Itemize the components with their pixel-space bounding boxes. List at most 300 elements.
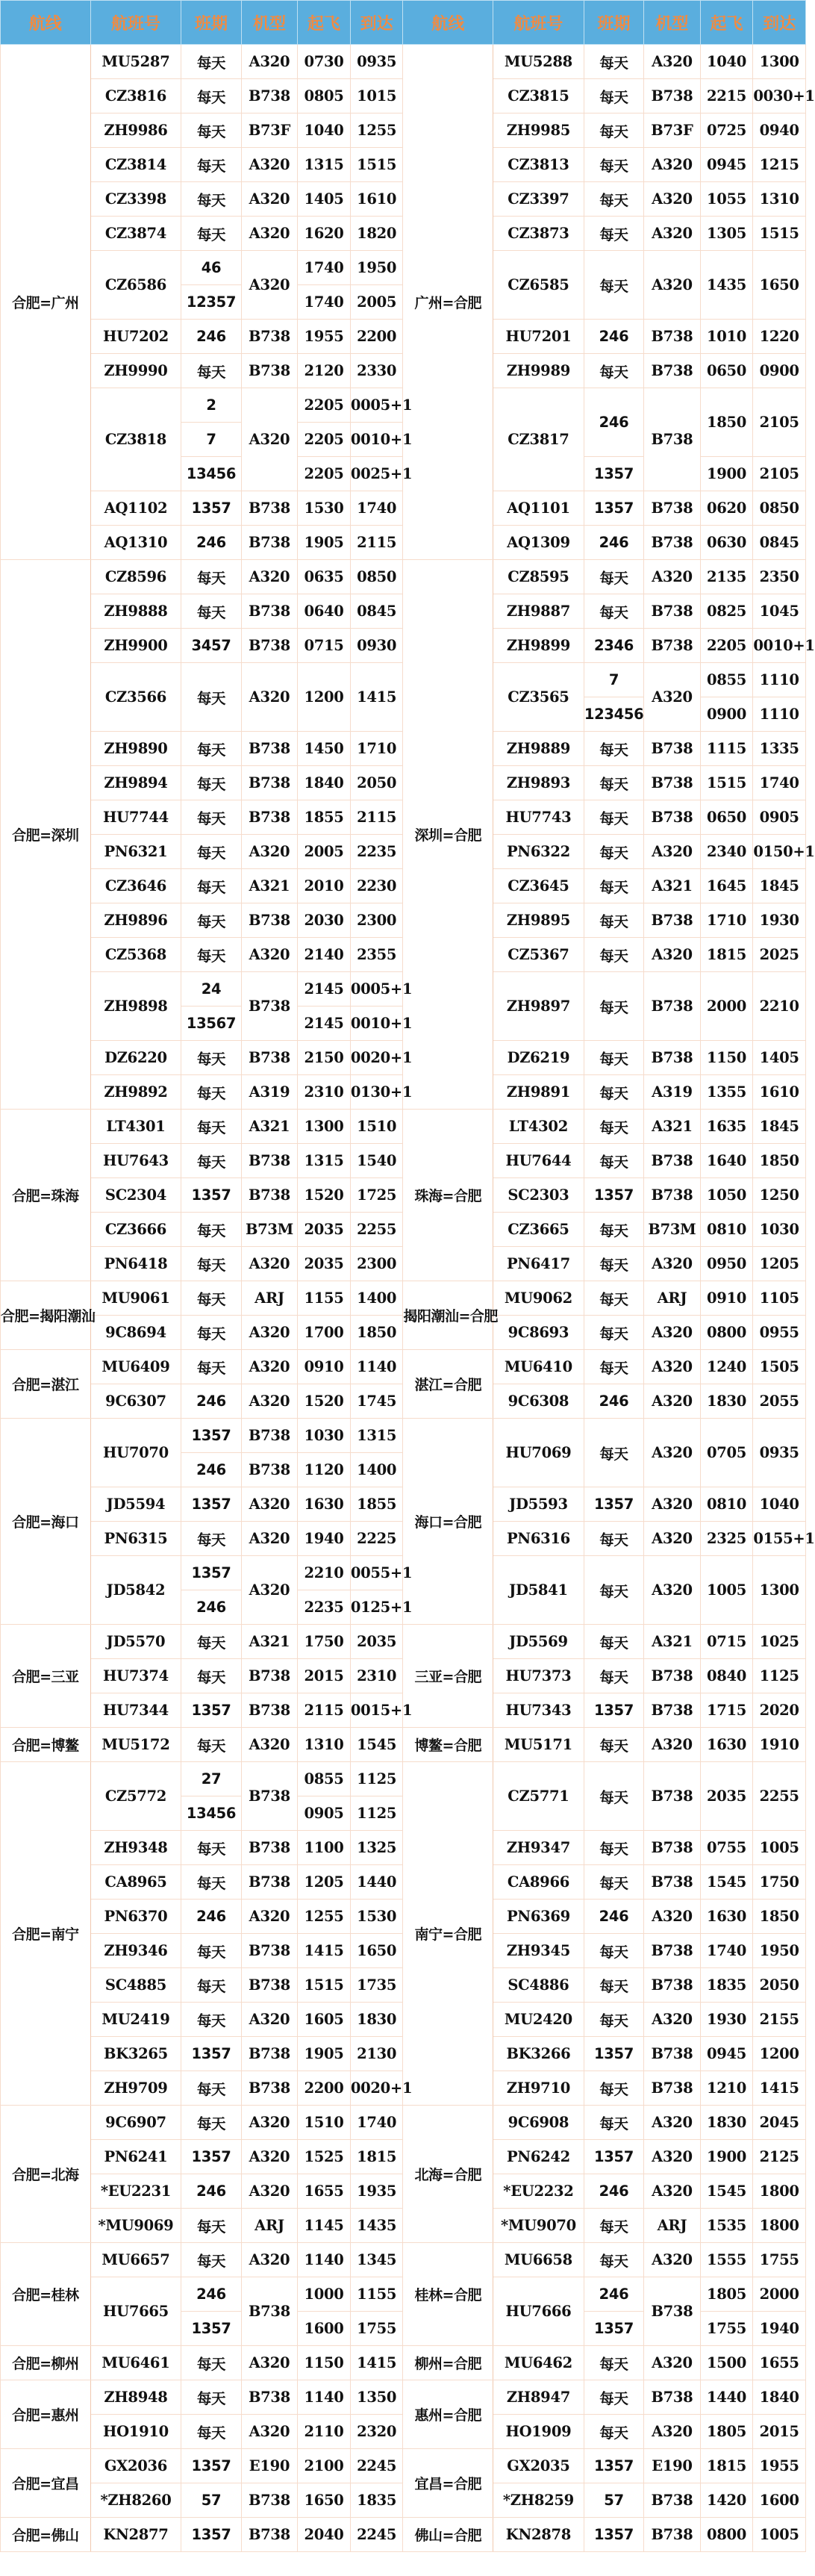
period-back: 1357 (584, 457, 643, 491)
arrival-time-out: 0005+1 (350, 972, 403, 1007)
departure-time-back: 1640 (700, 1144, 753, 1178)
table-row (1, 1625, 806, 1659)
departure-time-out: 1530 (298, 491, 351, 526)
arrival-time-back: 1910 (753, 1728, 806, 1762)
departure-time-out: 1905 (298, 526, 351, 560)
flight-number-out: HU7202 (90, 320, 181, 354)
departure-time-back: 1050 (700, 1178, 753, 1213)
arrival-time-out: 0850 (350, 560, 403, 594)
arrival-time-back: 2210 (753, 972, 806, 1041)
arrival-time-out: 1850 (350, 1316, 403, 1350)
period-out: 每天 (181, 79, 241, 113)
departure-time-out: 1525 (298, 2140, 351, 2174)
departure-time-back: 0855 (700, 663, 753, 697)
arrival-time-out: 1830 (350, 2003, 403, 2037)
arrival-time-out: 2035 (350, 1625, 403, 1659)
period-out: 每天 (181, 217, 241, 251)
arrival-time-back: 1505 (753, 1350, 806, 1384)
aircraft-type-out: A320 (241, 2346, 298, 2380)
period-out: 246 (181, 526, 241, 560)
departure-time-out: 1140 (298, 2243, 351, 2277)
header-arrive-back: 到达 (753, 1, 806, 45)
departure-time-back: 2205 (700, 629, 753, 663)
departure-time-back: 1710 (700, 903, 753, 938)
arrival-time-out: 2245 (350, 2518, 403, 2552)
period-back: 每天 (584, 1075, 643, 1110)
period-out: 每天 (181, 1247, 241, 1281)
aircraft-type-back: A320 (644, 1384, 701, 1419)
flight-number-back: CZ8595 (493, 560, 584, 594)
period-out: 1357 (181, 2312, 241, 2346)
aircraft-type-back: B738 (644, 2277, 701, 2346)
flight-number-back: ZH9347 (493, 1831, 584, 1865)
route-out: 合肥=柳州 (1, 2346, 91, 2380)
period-back: 1357 (584, 2037, 643, 2071)
aircraft-type-out: A320 (241, 182, 298, 217)
departure-time-back: 0810 (700, 1487, 753, 1522)
aircraft-type-back: B738 (644, 903, 701, 938)
arrival-time-out: 1950 (350, 251, 403, 285)
flight-number-back: ZH9895 (493, 903, 584, 938)
period-back: 每天 (584, 2003, 643, 2037)
aircraft-type-out: A320 (241, 388, 298, 491)
flight-number-back: MU6658 (493, 2243, 584, 2277)
flight-number-out: CZ8596 (90, 560, 181, 594)
period-back: 246 (584, 388, 643, 457)
route-out: 合肥=桂林 (1, 2243, 91, 2346)
flight-number-out: CZ3566 (90, 663, 181, 732)
departure-time-out: 1450 (298, 732, 351, 766)
flight-number-back: ZH8947 (493, 2380, 584, 2415)
departure-time-out: 0635 (298, 560, 351, 594)
departure-time-out: 2310 (298, 1075, 351, 1110)
departure-time-out: 2150 (298, 1041, 351, 1075)
departure-time-back: 1115 (700, 732, 753, 766)
period-out: 每天 (181, 2003, 241, 2037)
aircraft-type-out: B738 (241, 526, 298, 560)
arrival-time-back: 0940 (753, 113, 806, 148)
flight-number-out: HO1910 (90, 2415, 181, 2449)
flight-number-back: ZH9887 (493, 594, 584, 629)
flight-number-out: *EU2231 (90, 2174, 181, 2209)
departure-time-back: 0910 (700, 1281, 753, 1316)
flight-number-out: ZH9890 (90, 732, 181, 766)
flight-number-out: CZ5368 (90, 938, 181, 972)
period-back: 每天 (584, 732, 643, 766)
period-out: 1357 (181, 2037, 241, 2071)
table-row (1, 2243, 806, 2277)
period-back: 246 (584, 1900, 643, 1934)
aircraft-type-out: B738 (241, 1693, 298, 1728)
period-out: 27 (181, 1762, 241, 1796)
flight-number-back: 9C6308 (493, 1384, 584, 1419)
arrival-time-out: 0015+1 (350, 1693, 403, 1728)
period-back: 每天 (584, 800, 643, 835)
departure-time-out: 0805 (298, 79, 351, 113)
departure-time-back: 2325 (700, 1522, 753, 1556)
aircraft-type-back: A321 (644, 1625, 701, 1659)
schedule-body (1, 45, 815, 2552)
flight-number-out: AQ1102 (90, 491, 181, 526)
aircraft-type-out: A320 (241, 1487, 298, 1522)
flight-number-back: JD5569 (493, 1625, 584, 1659)
route-out: 合肥=深圳 (1, 560, 91, 1110)
period-out: 13456 (181, 1796, 241, 1831)
arrival-time-back: 2105 (753, 457, 806, 491)
departure-time-out: 0715 (298, 629, 351, 663)
arrival-time-back: 1750 (753, 1865, 806, 1900)
period-back: 每天 (584, 2415, 643, 2449)
departure-time-out: 1000 (298, 2277, 351, 2312)
arrival-time-out: 1350 (350, 2380, 403, 2415)
header-depart-back: 起飞 (700, 1, 753, 45)
table-row (1, 1728, 806, 1762)
period-back: 每天 (584, 2209, 643, 2243)
flight-number-out: CZ6586 (90, 251, 181, 320)
departure-time-back: 1630 (700, 1900, 753, 1934)
departure-time-back: 0630 (700, 526, 753, 560)
flight-number-out: MU2419 (90, 2003, 181, 2037)
aircraft-type-back: A320 (644, 2106, 701, 2140)
departure-time-out: 2010 (298, 869, 351, 903)
period-back: 每天 (584, 1522, 643, 1556)
route-out: 合肥=三亚 (1, 1625, 91, 1728)
aircraft-type-back: B738 (644, 1968, 701, 2003)
departure-time-back: 1040 (700, 45, 753, 79)
route-back: 深圳=合肥 (403, 560, 493, 1110)
period-back: 每天 (584, 354, 643, 388)
flight-number-out: CA8965 (90, 1865, 181, 1900)
arrival-time-out: 1725 (350, 1178, 403, 1213)
departure-time-back: 2135 (700, 560, 753, 594)
table-row (1, 2346, 806, 2380)
period-out: 每天 (181, 800, 241, 835)
arrival-time-out: 1935 (350, 2174, 403, 2209)
flight-number-out: ZH9900 (90, 629, 181, 663)
period-back: 每天 (584, 1762, 643, 1831)
departure-time-out: 1205 (298, 1865, 351, 1900)
departure-time-back: 1555 (700, 2243, 753, 2277)
aircraft-type-out: A321 (241, 869, 298, 903)
flight-number-back: ZH9889 (493, 732, 584, 766)
departure-time-out: 2235 (298, 1590, 351, 1625)
period-out: 246 (181, 1453, 241, 1487)
aircraft-type-back: B738 (644, 629, 701, 663)
period-back: 57 (584, 2483, 643, 2518)
period-back: 每天 (584, 2071, 643, 2106)
period-out: 每天 (181, 938, 241, 972)
arrival-time-back: 2000 (753, 2277, 806, 2312)
flight-number-back: 9C8693 (493, 1316, 584, 1350)
aircraft-type-back: B738 (644, 972, 701, 1041)
flight-number-back: ZH9989 (493, 354, 584, 388)
aircraft-type-out: B738 (241, 491, 298, 526)
departure-time-back: 1930 (700, 2003, 753, 2037)
departure-time-back: 1545 (700, 2174, 753, 2209)
aircraft-type-back: A321 (644, 1110, 701, 1144)
arrival-time-back: 1005 (753, 1831, 806, 1865)
departure-time-out: 1905 (298, 2037, 351, 2071)
arrival-time-back: 2105 (753, 388, 806, 457)
arrival-time-out: 0930 (350, 629, 403, 663)
aircraft-type-out: A320 (241, 1316, 298, 1350)
aircraft-type-back: A320 (644, 251, 701, 320)
arrival-time-back: 1110 (753, 663, 806, 697)
flight-number-out: ZH9896 (90, 903, 181, 938)
departure-time-back: 1830 (700, 1384, 753, 1419)
aircraft-type-back: ARJ (644, 2209, 701, 2243)
departure-time-out: 0730 (298, 45, 351, 79)
period-out: 每天 (181, 1625, 241, 1659)
arrival-time-back: 1610 (753, 1075, 806, 1110)
period-back: 每天 (584, 869, 643, 903)
arrival-time-back: 1105 (753, 1281, 806, 1316)
departure-time-back: 1900 (700, 457, 753, 491)
departure-time-out: 2145 (298, 1007, 351, 1041)
aircraft-type-out: B73M (241, 1213, 298, 1247)
arrival-time-out: 2300 (350, 1247, 403, 1281)
flight-number-out: KN2877 (90, 2518, 181, 2552)
arrival-time-back: 2155 (753, 2003, 806, 2037)
flight-number-back: CZ3665 (493, 1213, 584, 1247)
period-back: 每天 (584, 938, 643, 972)
flight-number-out: ZH8948 (90, 2380, 181, 2415)
arrival-time-out: 2130 (350, 2037, 403, 2071)
route-out: 合肥=佛山 (1, 2518, 91, 2552)
arrival-time-out: 1400 (350, 1281, 403, 1316)
aircraft-type-out: B738 (241, 1831, 298, 1865)
departure-time-back: 0825 (700, 594, 753, 629)
arrival-time-out: 1325 (350, 1831, 403, 1865)
header-flight-back: 航班号 (493, 1, 584, 45)
period-out: 每天 (181, 148, 241, 182)
departure-time-out: 2140 (298, 938, 351, 972)
flight-number-out: ZH9986 (90, 113, 181, 148)
flight-number-out: MU6409 (90, 1350, 181, 1384)
period-back: 1357 (584, 491, 643, 526)
flight-number-out: AQ1310 (90, 526, 181, 560)
arrival-time-back: 0905 (753, 800, 806, 835)
table-row (1, 45, 806, 79)
aircraft-type-back: A320 (644, 1728, 701, 1762)
period-back: 每天 (584, 79, 643, 113)
aircraft-type-back: A320 (644, 2243, 701, 2277)
aircraft-type-back: B738 (644, 1934, 701, 1968)
aircraft-type-back: B738 (644, 2483, 701, 2518)
header-depart-out: 起飞 (298, 1, 351, 45)
aircraft-type-back: A320 (644, 148, 701, 182)
arrival-time-out: 2115 (350, 800, 403, 835)
departure-time-out: 0910 (298, 1350, 351, 1384)
aircraft-type-out: A321 (241, 1110, 298, 1144)
flight-number-back: HU7343 (493, 1693, 584, 1728)
period-out: 246 (181, 2174, 241, 2209)
arrival-time-back: 1200 (753, 2037, 806, 2071)
departure-time-out: 1040 (298, 113, 351, 148)
period-out: 每天 (181, 2415, 241, 2449)
aircraft-type-out: B738 (241, 629, 298, 663)
flight-number-out: MU6657 (90, 2243, 181, 2277)
departure-time-back: 0900 (700, 697, 753, 732)
aircraft-type-back: A320 (644, 1247, 701, 1281)
period-back: 每天 (584, 182, 643, 217)
period-out: 3457 (181, 629, 241, 663)
header-row (1, 1, 806, 45)
flight-number-back: LT4302 (493, 1110, 584, 1144)
arrival-time-back: 1845 (753, 1110, 806, 1144)
aircraft-type-back: B738 (644, 2037, 701, 2071)
flight-number-back: CZ3645 (493, 869, 584, 903)
arrival-time-back: 1850 (753, 1900, 806, 1934)
departure-time-out: 2205 (298, 388, 351, 423)
arrival-time-back: 1310 (753, 182, 806, 217)
departure-time-back: 0945 (700, 148, 753, 182)
departure-time-back: 1805 (700, 2277, 753, 2312)
aircraft-type-out: A320 (241, 217, 298, 251)
arrival-time-out: 1125 (350, 1762, 403, 1796)
flight-number-back: SC2303 (493, 1178, 584, 1213)
period-out: 每天 (181, 2071, 241, 2106)
flight-number-out: LT4301 (90, 1110, 181, 1144)
period-out: 每天 (181, 1041, 241, 1075)
period-back: 1357 (584, 1178, 643, 1213)
period-back: 每天 (584, 1316, 643, 1350)
aircraft-type-back: A320 (644, 2346, 701, 2380)
aircraft-type-back: A320 (644, 938, 701, 972)
flight-number-back: *ZH8259 (493, 2483, 584, 2518)
route-back: 北海=合肥 (403, 2106, 493, 2243)
arrival-time-out: 1745 (350, 1384, 403, 1419)
departure-time-out: 1030 (298, 1419, 351, 1453)
flight-number-back: HU7373 (493, 1659, 584, 1693)
aircraft-type-back: B738 (644, 1041, 701, 1075)
aircraft-type-out: A320 (241, 2174, 298, 2209)
period-back: 每天 (584, 1350, 643, 1384)
header-period-out: 班期 (181, 1, 241, 45)
period-back: 123456 (584, 697, 643, 732)
arrival-time-back: 2125 (753, 2140, 806, 2174)
route-back: 广州=合肥 (403, 45, 493, 560)
departure-time-back: 0800 (700, 1316, 753, 1350)
period-out: 每天 (181, 1659, 241, 1693)
arrival-time-out: 0130+1 (350, 1075, 403, 1110)
aircraft-type-out: B738 (241, 1934, 298, 1968)
aircraft-type-back: A320 (644, 1900, 701, 1934)
header-route-back: 航线 (403, 1, 493, 45)
aircraft-type-back: B738 (644, 2380, 701, 2415)
arrival-time-out: 1540 (350, 1144, 403, 1178)
departure-time-out: 1150 (298, 2346, 351, 2380)
arrival-time-back: 1220 (753, 320, 806, 354)
aircraft-type-out: B738 (241, 972, 298, 1041)
aircraft-type-out: A320 (241, 1728, 298, 1762)
flight-number-back: HU7644 (493, 1144, 584, 1178)
period-out: 1357 (181, 1556, 241, 1590)
flight-number-out: *MU9069 (90, 2209, 181, 2243)
aircraft-type-out: B738 (241, 1762, 298, 1831)
flight-number-out: ZH9346 (90, 1934, 181, 1968)
flight-number-back: CZ5367 (493, 938, 584, 972)
aircraft-type-out: A320 (241, 2003, 298, 2037)
aircraft-type-out: A320 (241, 148, 298, 182)
departure-time-back: 1630 (700, 1728, 753, 1762)
period-back: 每天 (584, 1419, 643, 1487)
flight-number-back: PN6242 (493, 2140, 584, 2174)
period-back: 246 (584, 526, 643, 560)
flight-number-out: MU5287 (90, 45, 181, 79)
aircraft-type-out: A320 (241, 2243, 298, 2277)
aircraft-type-out: A320 (241, 251, 298, 320)
flight-number-out: SC4885 (90, 1968, 181, 2003)
flight-number-out: *ZH8260 (90, 2483, 181, 2518)
flight-number-out: HU7643 (90, 1144, 181, 1178)
arrival-time-back: 1300 (753, 1556, 806, 1625)
period-out: 1357 (181, 491, 241, 526)
departure-time-out: 1315 (298, 148, 351, 182)
arrival-time-back: 2025 (753, 938, 806, 972)
flight-number-back: ZH9897 (493, 972, 584, 1041)
flight-number-back: CZ3397 (493, 182, 584, 217)
aircraft-type-back: A320 (644, 1419, 701, 1487)
period-back: 2346 (584, 629, 643, 663)
departure-time-out: 2200 (298, 2071, 351, 2106)
route-back: 湛江=合肥 (403, 1350, 493, 1419)
arrival-time-back: 0845 (753, 526, 806, 560)
aircraft-type-out: B738 (241, 1453, 298, 1487)
departure-time-out: 1145 (298, 2209, 351, 2243)
period-back: 每天 (584, 113, 643, 148)
flight-number-back: AQ1309 (493, 526, 584, 560)
departure-time-back: 1815 (700, 938, 753, 972)
period-back: 246 (584, 2174, 643, 2209)
arrival-time-out: 1440 (350, 1865, 403, 1900)
flight-number-out: 9C8694 (90, 1316, 181, 1350)
aircraft-type-out: A320 (241, 1522, 298, 1556)
period-back: 7 (584, 663, 643, 697)
period-out: 每天 (181, 1831, 241, 1865)
period-back: 1357 (584, 2449, 643, 2483)
flight-number-out: MU6461 (90, 2346, 181, 2380)
aircraft-type-out: A320 (241, 45, 298, 79)
route-back: 佛山=合肥 (403, 2518, 493, 2552)
aircraft-type-back: A320 (644, 45, 701, 79)
departure-time-out: 1520 (298, 1384, 351, 1419)
flight-number-back: CZ5771 (493, 1762, 584, 1831)
departure-time-out: 1310 (298, 1728, 351, 1762)
aircraft-type-back: B738 (644, 594, 701, 629)
flight-number-back: MU5288 (493, 45, 584, 79)
flight-number-out: JD5570 (90, 1625, 181, 1659)
period-back: 每天 (584, 1213, 643, 1247)
departure-time-back: 0725 (700, 113, 753, 148)
aircraft-type-back: B738 (644, 1659, 701, 1693)
departure-time-out: 1840 (298, 766, 351, 800)
period-out: 每天 (181, 1865, 241, 1900)
flight-number-back: MU5171 (493, 1728, 584, 1762)
aircraft-type-out: A320 (241, 2140, 298, 2174)
departure-time-back: 0650 (700, 800, 753, 835)
arrival-time-back: 1125 (753, 1659, 806, 1693)
arrival-time-back: 1740 (753, 766, 806, 800)
flight-number-out: GX2036 (90, 2449, 181, 2483)
route-out: 合肥=惠州 (1, 2380, 91, 2449)
aircraft-type-out: B738 (241, 1041, 298, 1075)
arrival-time-out: 1835 (350, 2483, 403, 2518)
departure-time-back: 2215 (700, 79, 753, 113)
flight-number-back: PN6417 (493, 1247, 584, 1281)
period-out: 每天 (181, 45, 241, 79)
aircraft-type-out: A320 (241, 2106, 298, 2140)
